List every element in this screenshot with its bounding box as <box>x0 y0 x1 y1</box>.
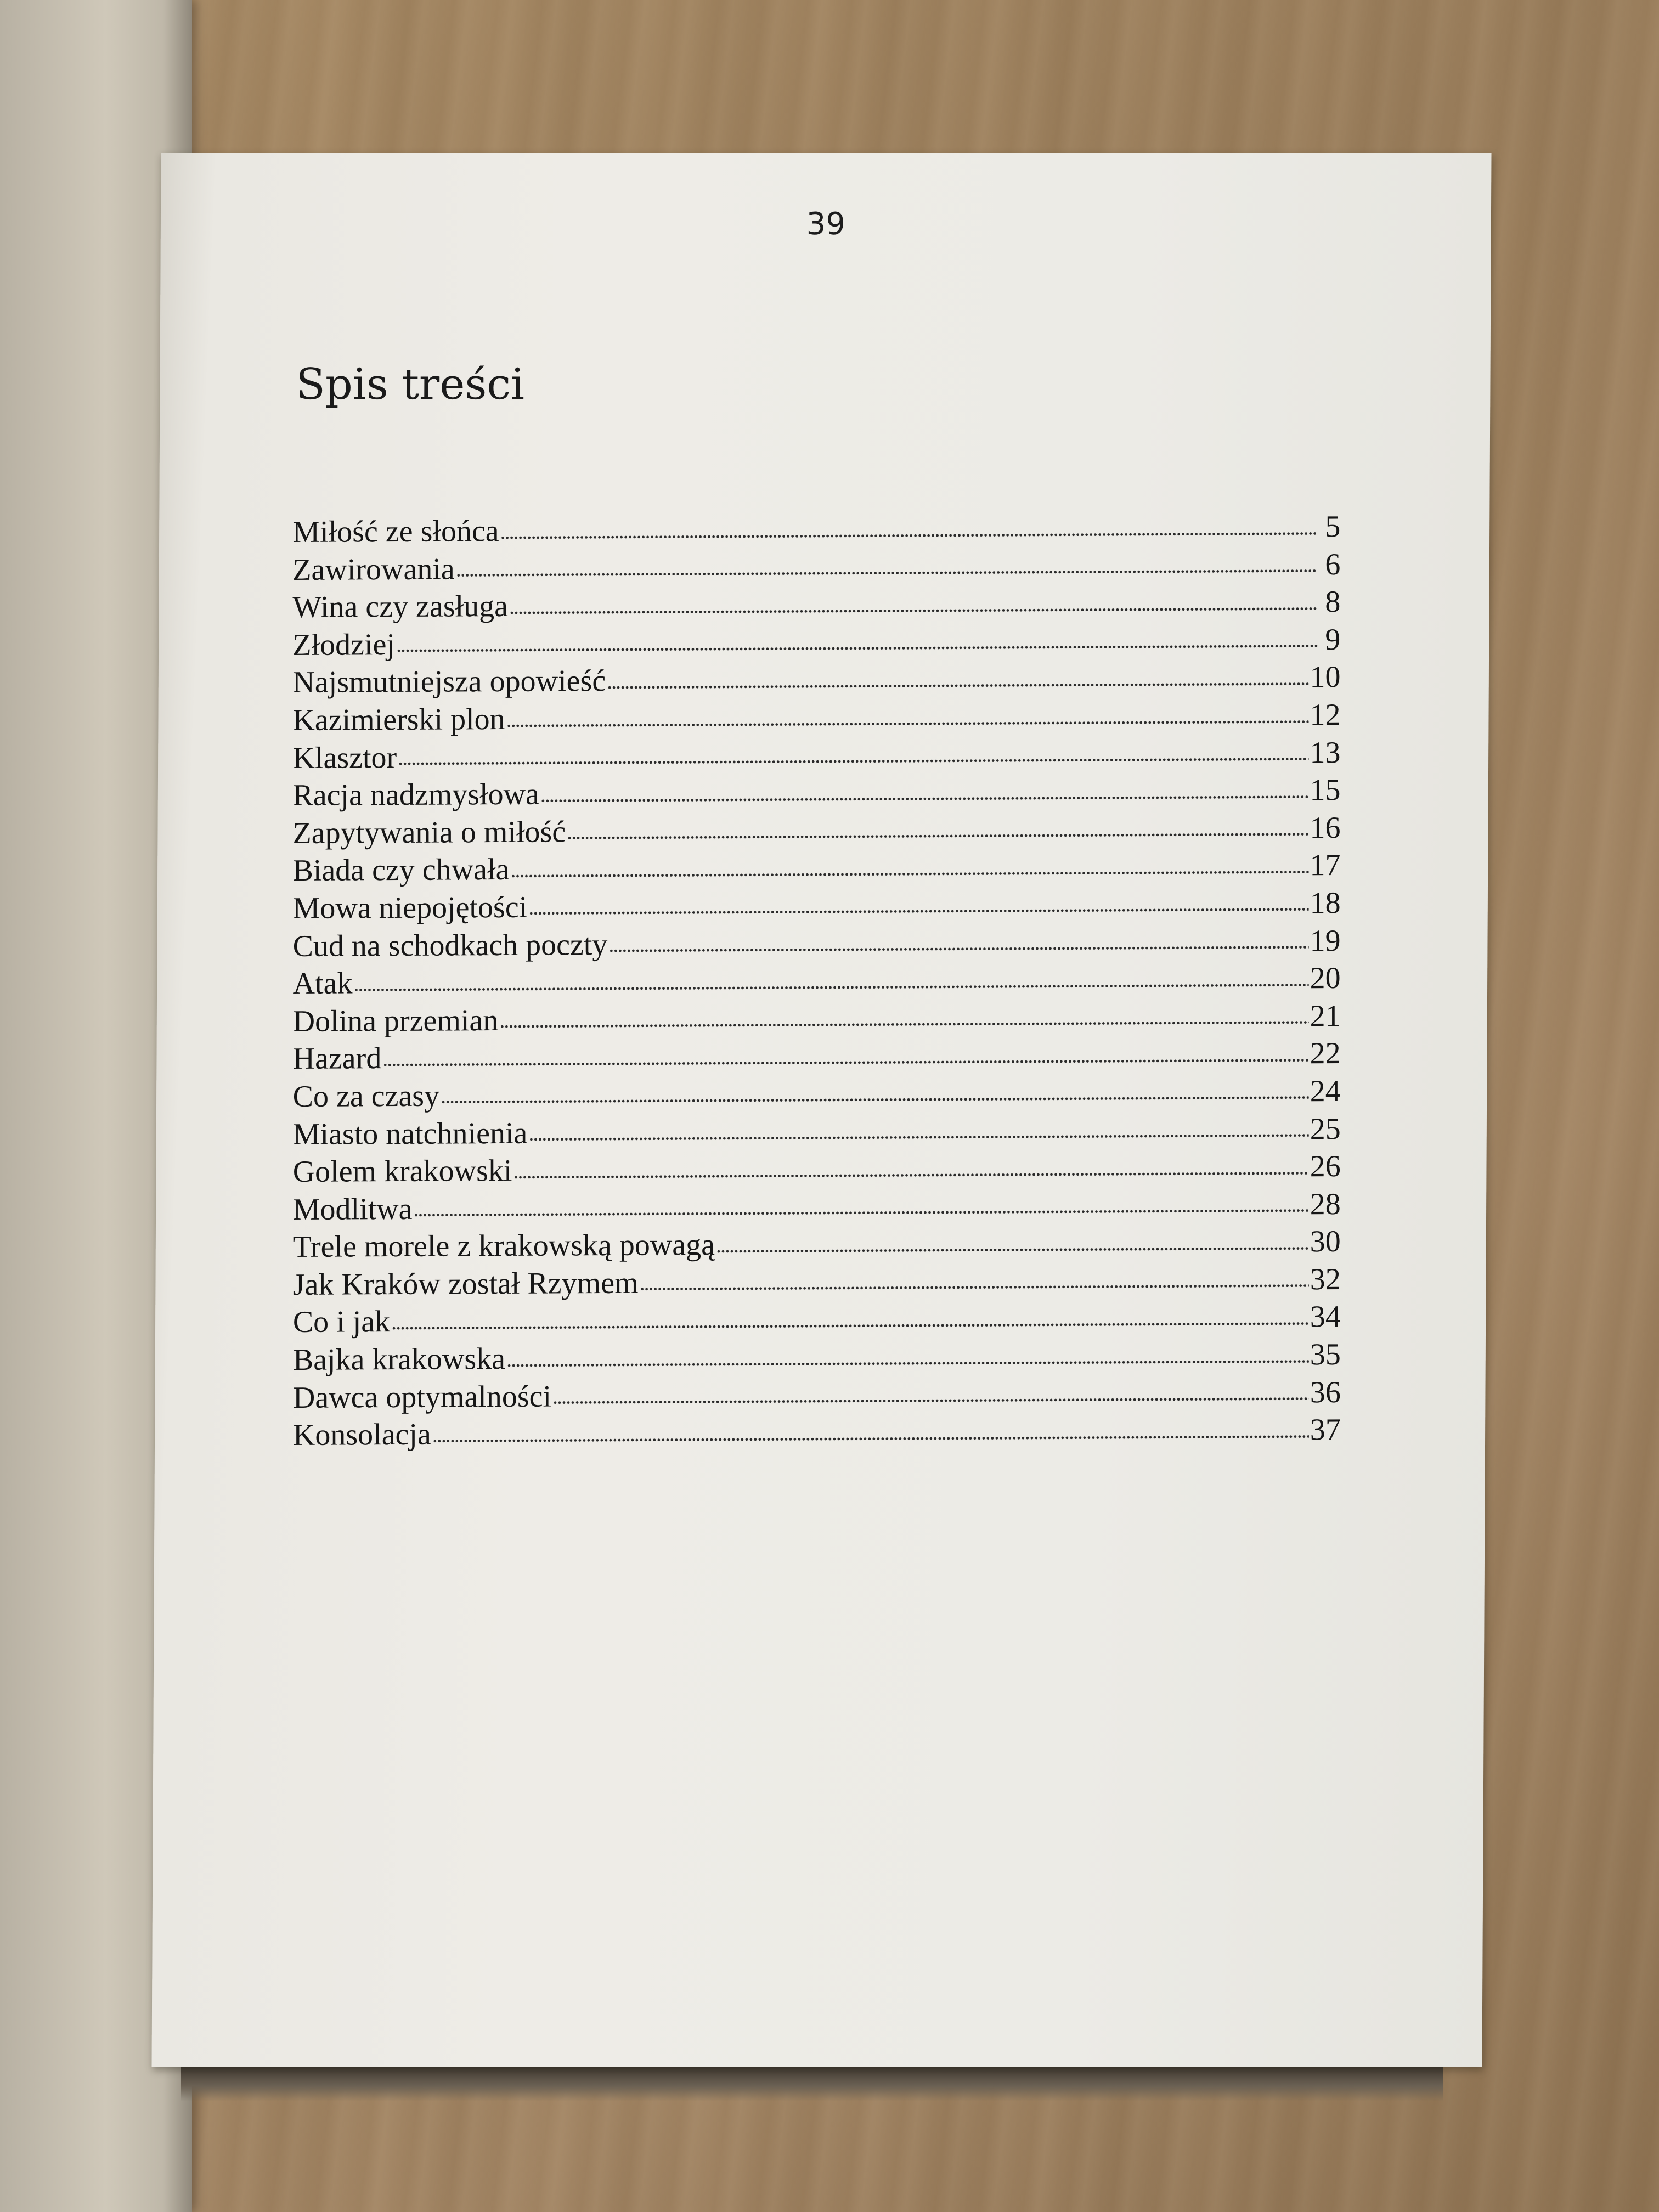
toc-entry-page: 8 <box>1325 585 1341 619</box>
toc-entry-page: 22 <box>1310 1036 1341 1071</box>
toc-entry-title: Cud na schodkach poczty <box>292 927 608 963</box>
dot-leader <box>513 1147 1308 1182</box>
toc-entry-title: Golem krakowski <box>292 1153 512 1189</box>
toc-entry-title: Racja nadzmysłowa <box>292 777 539 813</box>
table-of-contents <box>292 509 1341 1455</box>
toc-entry-page: 19 <box>1310 923 1341 958</box>
toc-entry-title: Trele morele z krakowską powagą <box>292 1228 715 1265</box>
toc-entry-title: Biada czy chwała <box>292 853 510 888</box>
toc-entry-title: Bajka krakowska <box>292 1342 506 1378</box>
toc-entry-page: 36 <box>1310 1375 1341 1409</box>
toc-entry-page: 6 <box>1325 547 1341 582</box>
dot-leader <box>500 507 1318 542</box>
toc-entry-page: 30 <box>1310 1224 1341 1259</box>
toc-entry-title: Kazimierski plon <box>292 702 505 737</box>
dot-leader <box>432 1410 1309 1445</box>
toc-entry-title: Co za czasy <box>292 1079 440 1114</box>
dot-leader <box>382 1034 1308 1069</box>
toc-entry-title: Modlitwa <box>292 1192 413 1227</box>
dot-leader <box>506 695 1309 730</box>
toc-entry-page: 18 <box>1310 885 1341 921</box>
dot-leader <box>499 996 1308 1031</box>
dot-leader <box>528 883 1308 918</box>
dot-leader <box>716 1222 1309 1256</box>
dot-leader <box>567 808 1308 843</box>
dot-leader <box>607 657 1308 692</box>
toc-entry-page: 9 <box>1325 622 1341 657</box>
toc-entry-title: Jak Kraków został Rzymem <box>292 1266 639 1302</box>
toc-entry-title: Mowa niepojętości <box>292 890 528 926</box>
toc-entry-page: 20 <box>1310 961 1341 996</box>
dot-leader <box>540 770 1309 805</box>
toc-entry-page: 5 <box>1325 509 1341 544</box>
toc-entry-page: 32 <box>1310 1262 1341 1297</box>
toc-entry-title: Co i jak <box>292 1305 391 1340</box>
toc-entry-page: 26 <box>1310 1149 1341 1184</box>
dot-leader <box>391 1297 1309 1333</box>
toc-entry-page: 24 <box>1310 1074 1341 1109</box>
dot-leader <box>552 1372 1309 1407</box>
toc-entry-page: 37 <box>1310 1413 1341 1447</box>
toc-entry-title: Miłość ze słońca <box>292 514 499 549</box>
toc-entry-page: 15 <box>1310 773 1341 808</box>
dot-leader <box>456 544 1318 579</box>
dot-leader <box>640 1260 1309 1294</box>
page-number: 39 <box>806 206 846 242</box>
toc-entry-page: 10 <box>1310 660 1341 695</box>
toc-entry-page: 17 <box>1310 848 1341 883</box>
toc-entry-title: Miasto natchnienia <box>292 1116 528 1152</box>
dot-leader <box>510 845 1308 881</box>
toc-entry-page: 13 <box>1310 735 1341 770</box>
toc-entry-title: Zapytywania o miłość <box>292 815 566 850</box>
dot-leader <box>353 958 1308 994</box>
book-page <box>151 153 1491 2067</box>
toc-entry-title: Konsolacja <box>292 1417 431 1453</box>
toc-entry-page: 34 <box>1310 1300 1341 1334</box>
toc-heading: Spis treści <box>296 360 525 409</box>
toc-entry-title: Hazard <box>292 1041 382 1076</box>
toc-entry-title: Dawca optymalności <box>292 1379 552 1415</box>
toc-entry-title: Najsmutniejsza opowieść <box>292 664 606 700</box>
dot-leader <box>608 921 1308 955</box>
dot-leader <box>509 582 1317 617</box>
toc-entry-title: Zawirowania <box>292 552 455 587</box>
toc-entry-title: Złodziej <box>292 627 395 662</box>
toc-entry-page: 12 <box>1310 697 1341 732</box>
page-shadow <box>181 2063 1443 2101</box>
dot-leader <box>398 732 1308 768</box>
toc-entry-page: 16 <box>1310 810 1341 845</box>
toc-entry-title: Dolina przemian <box>292 1003 499 1039</box>
toc-entry-page: 35 <box>1310 1338 1341 1372</box>
dot-leader <box>396 620 1317 656</box>
toc-entry-title: Klasztor <box>292 740 397 775</box>
dot-leader <box>441 1071 1309 1107</box>
dot-leader <box>506 1335 1309 1370</box>
toc-entry-title: Wina czy zasługa <box>292 589 509 625</box>
toc-entry-page: 25 <box>1310 1111 1341 1146</box>
dot-leader <box>414 1184 1309 1220</box>
dot-leader <box>528 1109 1308 1143</box>
toc-entry-title: Atak <box>292 966 353 1001</box>
toc-entry-page: 21 <box>1310 998 1341 1033</box>
toc-entry <box>293 1412 1341 1455</box>
toc-entry-page: 28 <box>1310 1187 1341 1221</box>
